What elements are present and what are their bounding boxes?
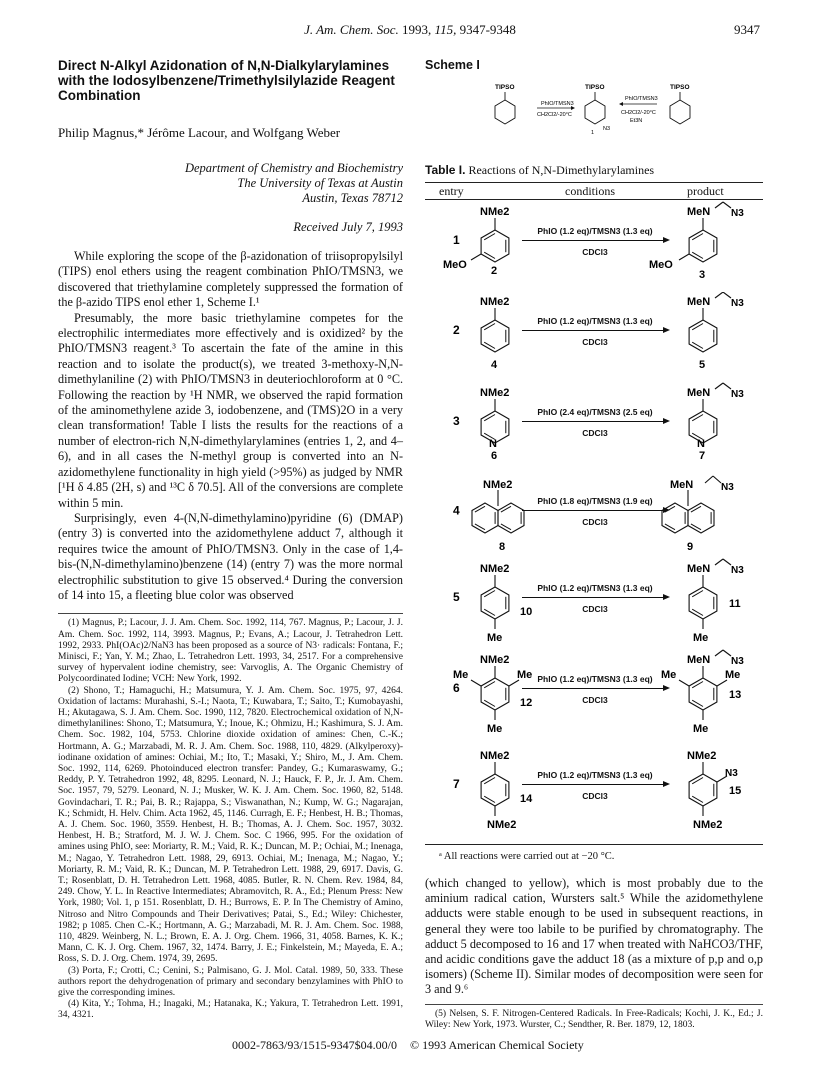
tips-label: TIPSO <box>495 84 515 91</box>
arene-ring <box>689 230 717 262</box>
compound-number: 15 <box>729 785 742 797</box>
arene-ring <box>481 230 509 262</box>
double-bond <box>692 609 703 615</box>
arene-ring <box>689 320 717 352</box>
entry-number: 3 <box>453 414 460 429</box>
reagent-text: PhIO (1.2 eq)/TMSN3 (1.3 eq) <box>537 226 653 236</box>
azidomethyl-bond <box>705 476 713 483</box>
scheme-product-enol <box>670 84 690 124</box>
reagent-text: PhIO (1.2 eq)/TMSN3 (1.3 eq) <box>537 674 653 684</box>
double-bond <box>475 524 485 530</box>
azidomethyl-bond <box>723 202 731 208</box>
scheme-diagram <box>425 78 725 138</box>
paragraph: Surprisingly, even 4-(N,N-dimethylamino)pyridine (6) (DMAP) (entry 3) is converted into the azidomethylene adduct 7, although it requires twice the amount of PhIO/TMSN3. Only in the case of 1,4-bis-(N,N-dimethylamino)benzene (14) (entry 7) was the more normal electrophilic substitution to give 15 observed.⁴ During the conversion of 14 into 15, a fleeting blue color was observed <box>58 510 403 602</box>
reaction-conditions <box>520 770 670 801</box>
article-title: Direct N-Alkyl Azidonation of N,N-Dialkylarylamines with the Iodosylbenzene/Trimethylsilylazide Reagent Combination <box>58 58 395 103</box>
column-header-product: product <box>687 184 724 198</box>
body-text-left <box>58 249 403 603</box>
double-bond <box>484 682 495 688</box>
journal-year: 1993, <box>402 22 432 37</box>
reaction-conditions <box>520 583 670 614</box>
double-bond <box>484 324 495 330</box>
arene-ring <box>689 774 717 806</box>
paragraph: While exploring the scope of the β-azidonation of triisopropylsilyl (TIPS) enol ethers using the reagent combination PhIO/TMSN3, we discovered that triethylamine completely suppressed the formation of the β-azido TIPS enol ether 1, Scheme I.¹ <box>58 249 403 310</box>
double-bond <box>484 609 495 615</box>
table-row <box>425 474 763 558</box>
substituent-label: Me <box>487 632 503 644</box>
double-bond <box>691 524 701 530</box>
paragraph: (which changed to yellow), which is most probably due to the aminium radical cation, Wursters salt.⁵ While the azidomethylene adducts were stable enough to be used in subsequent reactions, in general they were too labile to be purified by chromatography. The adduct 5 decomposed to 16 and 17 when treated with NaHCO3/THF, and acidic conditions gave the adduct 18 (as a mixture of p,p and o,p isomers) (Scheme II). Similar modes of decomposition were seen for 3 and 9.⁶ <box>425 876 763 997</box>
reagent-text: PhIO (1.2 eq)/TMSN3 (1.3 eq) <box>537 583 653 593</box>
page-number: 9347 <box>734 22 760 37</box>
journal-citation <box>60 22 760 38</box>
affiliation-line: Austin, Texas 78712 <box>302 191 403 205</box>
double-bond <box>691 506 701 512</box>
journal-volume: 115, <box>434 22 457 37</box>
table-row <box>425 558 763 648</box>
table-row <box>425 648 763 740</box>
footnote: (2) Shono, T.; Hamaguchi, H.; Matsumura, Y. J. Am. Chem. Soc. 1975, 97, 4264. Oxidation of lactams: Murahashi, S.-I.; Naota, T.; Kuwabara, T.; Saito, T.; Kumobayashi, H.; Akutagawa, S. J. Am. Chem. Soc. 1990, 112, 7820. Electrochemical oxidation of N,N-dimethylanilines: Shono, T.; Matsumura, Y.; Inoue, K.; Ohmizu, H.; Kashimura, S. J. Am. Chem. Soc. 1982, 104, 5753. Chlorine dioxide oxidation of amines: Chen, C.-K.; Hortmann, A. G.; Marzabadi, M. R. J. Am. Chem. Soc. 1988, 110, 4829. (Alkylperoxy)-iodinane oxidation of amines: Ochiai, M.; Ito, T.; Masaki, Y.; Shiro, M., J. Am. Chem. Soc. 1992, 114, 6269. Photoinduced electron transfer: Pandey, G.; Kumaraswamy, G.; Reddy, P. Y. Tetrahedron 1992, 48, 8295. Leonard, N. J.; Hauck, F. P., Jr. J. Am. Chem. Soc. 1957, 79, 5279. Leonard, N. J.; Musker, W. K. J. Am. Chem. Soc. 1960, 82, 5148. Govindachari, T. R.; Pai, B. R.; Rajappa, S.; Viswanathan, N.; Kump, W. G.; Nagarajan, K.; Schmidt, H. Helv. Chim. Acta 1962, 45, 1146. Curragh, E. F.; Henbest, H. B.; Thomas, A. J. Chem. Soc. 1960, 3559. Henbest, H. B.; Thomas, A. J. Chem. Soc. 1957, 3032. Henbest, H. B.; Stratford, M. J. W. J. Chem. Soc. C 1966, 995. For the oxidation of amines using PhIO, see: Moriarty, R. M.; Vaid, R. K.; Duncan, M. P.; Ochiai, M.; Inenaga, M.; Nagao, Y. Tetrahedron Lett. 1988, 29, 6913. Ochiai, M.; Inenaga, M.; Nagao, Y.; Moriarty, R. M.; Vaid, R. K.; Duncan, M. P. Tetrahedron Lett. 1988, 29, 6917. Davis, G. T.; Rosenblatt, D. H. Tetrahedron Lett. 1968, 4085. Butler, R. N. Chem. Rev. 1984, 84, 249. Chow, Y. L. In Reactive Intermediates; Abramovitch, R. A., Ed.; Plenum Press: New York, 1980; Vol. 1, p 151. Rosenblatt, D. H.; Burrows, E. P. In The Chemistry of Amino, Nitroso and Nitro Compounds and Their Derivatives; Patai, S., Ed.; Wiley: Chichester, 1982; p 1085. Chen C.-K.; Hortmann, A. G.; Marzabadi, M. R. J. Am. Chem. Soc. 1988, 110, 4829. Weinberg, N. L.; Brown, E. A. J. Org. Chem. 1966, 31, 4058. Barnes, K. K.; Mann, C. K. J. Org. Chem. 1967, 32, 1474. Barry, J. E.; Finkelstein, M.; Mayeda, E. A.; Ross, S. D. J. Org. Chem. 1974, 39, 2695. <box>58 685 403 965</box>
solvent-text: CDCl3 <box>582 337 608 347</box>
reaction-conditions <box>520 316 670 347</box>
ring-nitrogen: N <box>697 438 705 450</box>
double-bond <box>484 342 495 348</box>
table-header-row <box>425 182 763 200</box>
right-column <box>425 58 763 1031</box>
footnote: (1) Magnus, P.; Lacour, J. J. Am. Chem. Soc. 1992, 114, 767. Magnus, P.; Lacour, J. J. Am. Chem. Soc. 1992, 114, 3993. Magnus, P.; Evans, A.; Lacour, J. Tetrahedron Lett. 1992, 2933. PhI(OAc)2/NaN3 has been proposed as a source of N3· radicals: Fontana, F.; Minisci, F.; Yan, Y. M.; Zhao, L. Tetrahedron Lett. 1993, 34, 2517. For a comprehensive survey of hypervalent iodine chemistry, see: Varvoglis, A. The Organic Chemistry of Polycoordinated Iodine; VCH: New York, 1992. <box>58 618 403 685</box>
compound-number: 13 <box>729 689 742 701</box>
table-title: Reactions of N,N-Dimethylarylamines <box>468 163 655 177</box>
substituent-label: Me <box>487 723 503 735</box>
affiliation <box>58 161 403 206</box>
entry-number: 5 <box>453 590 460 605</box>
double-bond <box>692 234 703 240</box>
amine-label: NMe2 <box>480 563 510 575</box>
arene-ring <box>481 320 509 352</box>
azide-label: N3 <box>721 482 734 493</box>
double-bond <box>692 796 703 802</box>
reaction-arrow <box>520 507 670 515</box>
substituent-label: NMe2 <box>487 819 517 831</box>
compound-number: 10 <box>520 606 533 618</box>
article-code: 0002-7863/93/1515-9347$04.00/0 <box>232 1038 397 1052</box>
product-amine-label: MeN <box>687 654 711 666</box>
solvent-text: CDCl3 <box>582 517 608 527</box>
reaction-arrow <box>520 418 670 426</box>
compound-number: 8 <box>499 541 506 553</box>
azidomethyl-bond <box>723 292 731 298</box>
double-bond <box>484 415 495 421</box>
table-row <box>425 380 763 474</box>
reagent-text: PhIO (1.8 eq)/TMSN3 (1.9 eq) <box>537 496 653 506</box>
column-header-conditions: conditions <box>565 184 615 198</box>
scheme-ketone <box>585 84 610 136</box>
footnote: (5) Nelsen, S. F. Nitrogen-Centered Radicals. In Free-Radicals; Kochi, J. K., Ed.; J. Wiley: New York, 1973. Wurster, C.; Sendther, R. Ber. 1879, 12, 1803. <box>425 1008 763 1030</box>
scheme-label: Scheme I <box>425 58 480 72</box>
arene-ring <box>481 587 509 619</box>
amine-label: NMe2 <box>480 387 510 399</box>
azidomethyl-bond <box>715 202 723 208</box>
azide-label: N3 <box>731 565 744 576</box>
paragraph: Presumably, the more basic triethylamine competes for the electrophilic intermediates more effectively and is oxidized² by the PhIO/TMSN3 reagent.³ To ascertain the fate of the amine in this reaction and to isolate the product(s), we treated 3-methoxy-N,N-dimethylaniline (2) with PhIO/TMSN3 in deuteriochloroform at 0 °C. Following the reaction by ¹H NMR, we observed the rapid formation of the aminomethylene azide 3, iodobenzene, and (TMS)2O in a very clean transformation! Table I lists the results for the reactions of a number of electron-rich N,N-dimethylarylamines (entries 1, 2, and 4–6), and in all cases the N-methyl group is converted into an N-azidomethylene functionality in high yield (>95%) as judged by NMR [¹H δ 4.85 (2H, s) and ¹³C δ 70.5]. All of the conversions are complete within 5 min. <box>58 310 403 510</box>
table-row <box>425 200 763 292</box>
footnote-divider <box>58 613 403 614</box>
azide-label: N3 <box>731 389 744 400</box>
table-bottom-rule <box>425 844 763 845</box>
amine-label: NMe2 <box>480 654 510 666</box>
table-label: Table I. <box>425 163 466 177</box>
footnotes-left <box>58 618 403 1021</box>
double-bond <box>692 700 703 706</box>
double-bond <box>692 415 703 421</box>
table-caption <box>425 163 763 178</box>
ring-nitrogen: N <box>489 438 497 450</box>
double-bond <box>484 778 495 784</box>
reagent-text: PhIO (1.2 eq)/TMSN3 (1.3 eq) <box>537 770 653 780</box>
compound-number: 14 <box>520 793 533 805</box>
footnote: (4) Kita, Y.; Tohma, H.; Inagaki, M.; Hatanaka, K.; Yakura, T. Tetrahedron Lett. 1991, 34, 4321. <box>58 999 403 1021</box>
double-bond <box>484 700 495 706</box>
azide-label: N3 <box>731 656 744 667</box>
reaction-arrow <box>520 685 670 693</box>
methyl-label: Me <box>517 669 533 681</box>
methyl-label: Me <box>453 669 469 681</box>
reagent-text: PhIO (1.2 eq)/TMSN3 (1.3 eq) <box>537 316 653 326</box>
product-amine-label: NMe2 <box>687 750 717 762</box>
azidomethyl-bond <box>723 383 731 389</box>
compound-number: 4 <box>491 359 498 371</box>
scheme-arrow-1 <box>537 101 575 118</box>
double-bond <box>475 506 485 512</box>
entry-number: 4 <box>453 503 460 518</box>
table-row <box>425 292 763 380</box>
reaction-table-body <box>425 200 763 840</box>
entry-number: 2 <box>453 323 460 338</box>
double-bond <box>692 252 703 258</box>
arene-ring <box>689 678 717 710</box>
product-amine-label: MeN <box>687 387 711 399</box>
column-header-entry: entry <box>439 184 464 198</box>
compound-number: 2 <box>491 265 498 277</box>
product-amine-label: MeN <box>687 206 711 218</box>
compound-number: 12 <box>520 697 533 709</box>
compound-number: 1 <box>591 130 595 136</box>
azide-label: N3 <box>603 126 611 132</box>
arene-ring <box>481 774 509 806</box>
footnote: (3) Porta, F.; Crotti, C.; Cenini, S.; Palmisano, G. J. Mol. Catal. 1989, 50, 333. These authors report the dehydrogenation of primary and secondary benzylamines with PhIO to give the corresponding imines. <box>58 965 403 999</box>
body-text-right <box>425 876 763 998</box>
arene-ring <box>481 678 509 710</box>
azide-label: N3 <box>731 298 744 309</box>
substituent-label: Me <box>693 632 709 644</box>
arene-ring <box>689 587 717 619</box>
journal-pages: 9347-9348 <box>459 22 516 37</box>
reaction-arrow <box>520 327 670 335</box>
bond <box>679 680 689 686</box>
double-bond <box>501 506 511 512</box>
double-bond <box>484 234 495 240</box>
double-bond <box>692 342 703 348</box>
footnote-divider <box>425 1004 763 1005</box>
product-amine-label: MeN <box>687 296 711 308</box>
amine-label: NMe2 <box>480 296 510 308</box>
azidomethyl-bond <box>713 476 721 483</box>
scheme-arrow-2 <box>619 96 658 124</box>
substituent-label: MeO <box>443 259 467 271</box>
entry-number: 1 <box>453 233 460 248</box>
solvent-text: CDCl3 <box>582 604 608 614</box>
scheme-silyl-enol-ether <box>495 84 515 124</box>
substituent-label: Me <box>693 723 709 735</box>
azide-label: N3 <box>731 208 744 219</box>
left-column <box>58 58 403 1022</box>
condition-label: CH2Cl2/-20°C <box>621 110 656 116</box>
product-amine-label: MeN <box>670 479 694 491</box>
azidomethyl-bond <box>715 292 723 298</box>
journal-name: J. Am. Chem. Soc. <box>304 22 399 37</box>
naphthalene-ring <box>472 503 498 533</box>
compound-number: 11 <box>729 598 741 610</box>
table-footnote: ᵃ All reactions were carried out at −20 °C. <box>439 851 615 862</box>
methyl-label: Me <box>725 669 741 681</box>
affiliation-line: Department of Chemistry and Biochemistry <box>184 161 403 175</box>
azidomethyl-bond <box>715 559 723 565</box>
azidomethyl-bond <box>723 559 731 565</box>
reaction-conditions <box>520 226 670 257</box>
solvent-text: CDCl3 <box>582 791 608 801</box>
compound-number: 9 <box>687 541 694 553</box>
affiliation-line: The University of Texas at Austin <box>237 176 403 190</box>
azidomethyl-bond <box>715 383 723 389</box>
double-bond <box>501 524 511 530</box>
entry-number: 6 <box>453 681 460 696</box>
solvent-text: CDCl3 <box>582 695 608 705</box>
additive-label: Et3N <box>630 118 643 124</box>
compound-number: 3 <box>699 269 706 281</box>
double-bond <box>484 591 495 597</box>
reagent-label: PhIO/TMSN3 <box>541 101 574 107</box>
double-bond <box>484 796 495 802</box>
product-amine-label: MeN <box>687 563 711 575</box>
amine-label: NMe2 <box>480 206 510 218</box>
substituent-label: NMe2 <box>693 819 723 831</box>
bond <box>471 254 481 260</box>
footnotes-right <box>425 1009 763 1031</box>
compound-number: 7 <box>699 450 706 462</box>
reagent-text: PhIO (2.4 eq)/TMSN3 (2.5 eq) <box>537 407 653 417</box>
amine-label: NMe2 <box>483 479 513 491</box>
double-bond <box>484 252 495 258</box>
reagent-label: PhIO/TMSN3 <box>625 96 658 102</box>
reaction-conditions <box>520 674 670 705</box>
amine-label: NMe2 <box>480 750 510 762</box>
azide-label: N3 <box>725 768 738 779</box>
received-date: Received July 7, 1993 <box>293 220 403 234</box>
copyright-notice: © 1993 American Chemical Society <box>410 1038 584 1052</box>
double-bond <box>692 682 703 688</box>
bond <box>471 680 481 686</box>
author-list: Philip Magnus,* Jérôme Lacour, and Wolfgang Weber <box>58 125 341 140</box>
reaction-arrow <box>520 237 670 245</box>
running-header <box>60 22 760 40</box>
reaction-conditions <box>520 496 670 527</box>
reaction-arrow <box>520 594 670 602</box>
tips-label: TIPSO <box>670 84 690 91</box>
bond <box>679 254 689 260</box>
reaction-conditions <box>520 407 670 438</box>
solvent-text: CDCl3 <box>582 247 608 257</box>
solvent-text: CDCl3 <box>582 428 608 438</box>
double-bond <box>692 324 703 330</box>
condition-label: CH2Cl2/-20°C <box>537 112 572 118</box>
compound-number: 5 <box>699 359 706 371</box>
entry-number: 7 <box>453 777 460 791</box>
methyl-label: Me <box>661 669 677 681</box>
double-bond <box>692 778 703 784</box>
azidomethyl-bond <box>715 650 723 656</box>
reaction-arrow <box>520 781 670 789</box>
naphthalene-ring <box>688 503 714 533</box>
double-bond <box>692 591 703 597</box>
compound-number: 6 <box>491 450 498 462</box>
substituent-label: MeO <box>649 259 673 271</box>
tips-label: TIPSO <box>585 84 605 91</box>
azidomethyl-bond <box>723 650 731 656</box>
table-row <box>425 740 763 840</box>
